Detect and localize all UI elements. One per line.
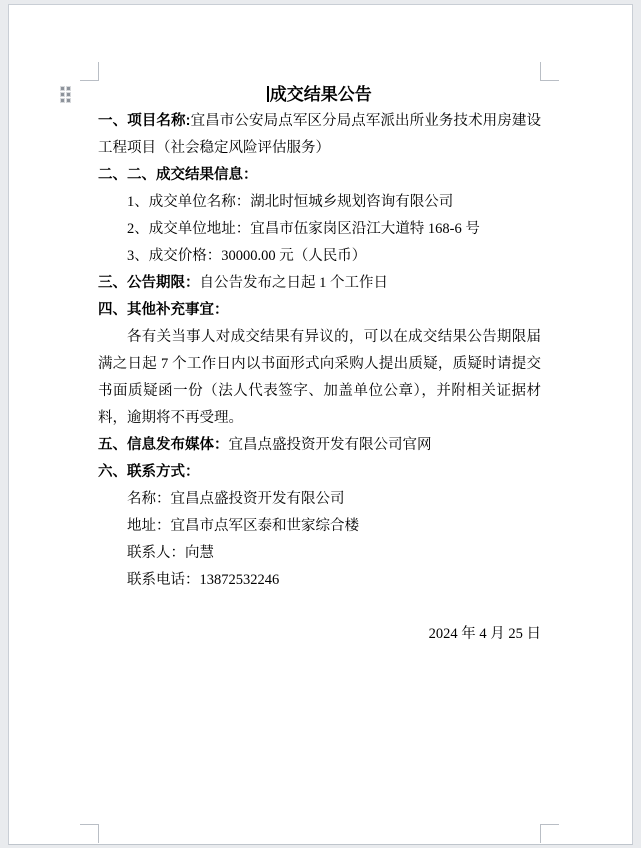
- paragraph-text: 联系人：向慧: [127, 545, 214, 561]
- document-content[interactable]: [98, 81, 541, 648]
- document-title[interactable]: [98, 81, 541, 108]
- paragraph-text: 各有关当事人对成交结果有异议的，可以在成交结果公告期限届满之日起 7 个工作日内以书面形式向采购人提出质疑，质疑时请提交书面质疑函一份（法人代表签字、加盖单位公章），并附相关证据材料，逾期将不再受理。: [98, 329, 541, 426]
- paragraph[interactable]: [98, 216, 541, 243]
- paragraph-label: 四、其他补充事宜：: [98, 302, 229, 318]
- paragraph[interactable]: [98, 189, 541, 216]
- paragraph-label: 五、信息发布媒体：: [98, 437, 229, 453]
- paragraph-text: 宜昌市公安局点军区分局点军派出所业务技术用房建设工程项目（社会稳定风险评估服务）: [98, 113, 542, 156]
- document-title-text: 成交结果公告: [269, 85, 372, 104]
- margin-crop-mark-top-left: [80, 62, 99, 81]
- margin-crop-mark-bottom-left: [80, 824, 99, 843]
- paragraph[interactable]: [98, 459, 541, 486]
- paragraph-text: 地址：宜昌市点军区泰和世家综合楼: [127, 518, 359, 534]
- paragraph-label: 三、公告期限：: [98, 275, 200, 291]
- paragraph[interactable]: [98, 243, 541, 270]
- paragraph[interactable]: [98, 297, 541, 324]
- blank-line: [98, 594, 541, 621]
- document-page[interactable]: [8, 4, 633, 845]
- paragraph-text: 1、成交单位名称：湖北时恒城乡规划咨询有限公司: [127, 194, 454, 210]
- paragraph-label: 六、联系方式：: [98, 464, 200, 480]
- paragraph-label: 二、二、成交结果信息：: [98, 167, 258, 183]
- date-line[interactable]: [98, 621, 541, 648]
- paragraph-text: 自公告发布之日起 1 个工作日: [199, 275, 388, 291]
- margin-crop-mark-top-right: [540, 62, 559, 81]
- date-text: 2024 年 4 月 25 日: [428, 626, 541, 642]
- paragraph-text: 2、成交单位地址：宜昌市伍家岗区沿江大道特 168-6 号: [127, 221, 480, 237]
- paragraph[interactable]: [98, 108, 541, 162]
- paragraph-text: 3、成交价格：30000.00 元（人民币）: [127, 248, 367, 264]
- paragraph-text: 名称：宜昌点盛投资开发有限公司: [127, 491, 345, 507]
- paragraph[interactable]: [98, 324, 541, 432]
- paragraph[interactable]: [98, 162, 541, 189]
- paragraph-text: 联系电话：13872532246: [127, 572, 280, 588]
- paragraph[interactable]: [98, 513, 541, 540]
- paragraph[interactable]: [98, 432, 541, 459]
- margin-crop-mark-bottom-right: [540, 824, 559, 843]
- paragraph[interactable]: [98, 567, 541, 594]
- paragraph[interactable]: [98, 486, 541, 513]
- paragraph-text: 宜昌点盛投资开发有限公司官网: [228, 437, 432, 453]
- paragraph[interactable]: [98, 270, 541, 297]
- paragraph-label: 一、项目名称:: [98, 113, 191, 129]
- drag-handle-icon[interactable]: [61, 87, 70, 102]
- paragraph[interactable]: [98, 540, 541, 567]
- text-cursor: [267, 86, 269, 102]
- paragraph-list: [98, 108, 541, 594]
